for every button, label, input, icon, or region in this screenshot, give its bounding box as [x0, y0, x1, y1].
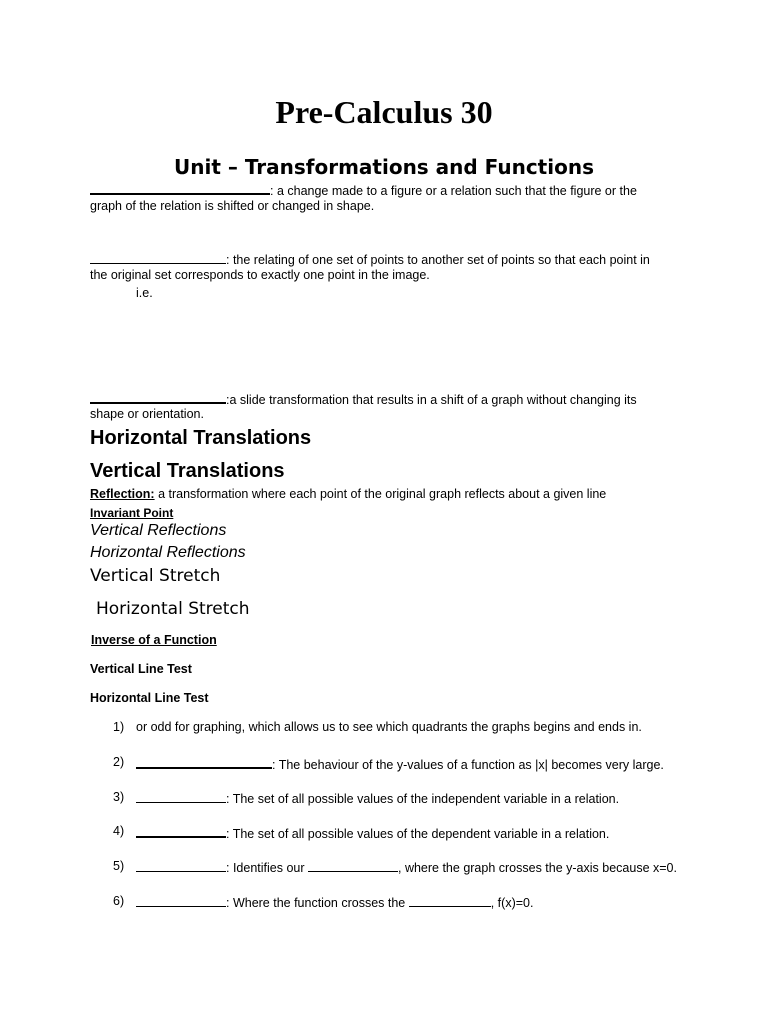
fill-in-blank[interactable] — [90, 181, 270, 195]
definition-text: :a slide transformation that results in a shift of a graph without changing its — [226, 393, 637, 407]
heading-horizontal-translations: Horizontal Translations — [90, 427, 312, 449]
heading-horizontal-line-test: Horizontal Line Test — [90, 691, 209, 705]
fill-in-blank[interactable] — [136, 755, 272, 769]
heading-horizontal-stretch: Horizontal Stretch — [96, 599, 250, 619]
fill-in-blank[interactable] — [90, 251, 226, 264]
list-item — [113, 894, 124, 908]
list-item-text: : Identifies our — [226, 861, 308, 875]
heading-horizontal-reflections: Horizontal Reflections — [90, 544, 246, 561]
heading-vertical-line-test: Vertical Line Test — [90, 662, 192, 676]
reflection-text: a transformation where each point of the original graph reflects about a given line — [154, 487, 607, 501]
list-item — [113, 720, 124, 734]
list-item-text: : The set of all possible values of the independent variable in a relation. — [226, 792, 620, 806]
heading-vertical-translations: Vertical Translations — [90, 460, 285, 482]
definition-text: : a change made to a figure or a relation such that the figure or the — [270, 184, 637, 198]
list-item — [113, 824, 124, 838]
reflection-definition — [90, 487, 606, 501]
page-title: Pre-Calculus 30 — [275, 94, 493, 130]
fill-in-blank[interactable] — [308, 859, 398, 872]
list-number: 1) — [113, 720, 125, 734]
definition-text: : the relating of one set of points to another set of points so that each point in — [226, 253, 650, 267]
fill-in-blank[interactable] — [136, 824, 226, 838]
definition-translation — [90, 390, 637, 407]
list-item — [113, 790, 124, 804]
heading-invariant-point: Invariant Point — [90, 506, 174, 520]
unit-title: Unit – Transformations and Functions — [174, 155, 594, 179]
definition-mapping — [90, 251, 650, 267]
definition-text-continued: shape or orientation. — [90, 407, 204, 421]
definition-text-continued: the original set corresponds to exactly one point in the image. — [90, 268, 430, 282]
list-item-answer — [136, 790, 619, 806]
list-item-text: : Where the function crosses the — [226, 896, 409, 910]
reflection-label: Reflection: — [90, 487, 155, 501]
list-item-text: , where the graph crosses the y-axis because x=0. — [398, 861, 677, 875]
list-item-answer — [136, 755, 664, 772]
heading-vertical-stretch: Vertical Stretch — [90, 566, 221, 586]
list-number: 4) — [113, 824, 125, 838]
heading-inverse-function: Inverse of a Function — [91, 633, 217, 647]
list-number: 3) — [113, 790, 125, 804]
list-item-answer — [136, 859, 677, 875]
list-item — [113, 859, 124, 873]
fill-in-blank[interactable] — [409, 894, 491, 907]
list-number: 6) — [113, 894, 125, 908]
ie-label: i.e. — [136, 286, 153, 300]
definition-text-continued: graph of the relation is shifted or changed in shape. — [90, 199, 375, 213]
fill-in-blank[interactable] — [136, 894, 226, 907]
fill-in-blank[interactable] — [90, 390, 226, 404]
list-item — [113, 755, 124, 769]
list-number: 5) — [113, 859, 125, 873]
list-item-answer — [136, 894, 533, 910]
list-number: 2) — [113, 755, 125, 769]
definition-transformation — [90, 181, 637, 198]
list-item-text: : The behaviour of the y-values of a function as |x| becomes very large. — [272, 758, 664, 772]
list-item-answer — [136, 824, 609, 841]
fill-in-blank[interactable] — [136, 859, 226, 872]
list-item-text: , f(x)=0. — [490, 896, 534, 910]
list-item-text: : The set of all possible values of the dependent variable in a relation. — [226, 827, 610, 841]
fill-in-blank[interactable] — [136, 790, 226, 803]
heading-vertical-reflections: Vertical Reflections — [90, 522, 227, 539]
list-item-text: or odd for graphing, which allows us to see which quadrants the graphs begins and ends in. — [136, 720, 642, 734]
